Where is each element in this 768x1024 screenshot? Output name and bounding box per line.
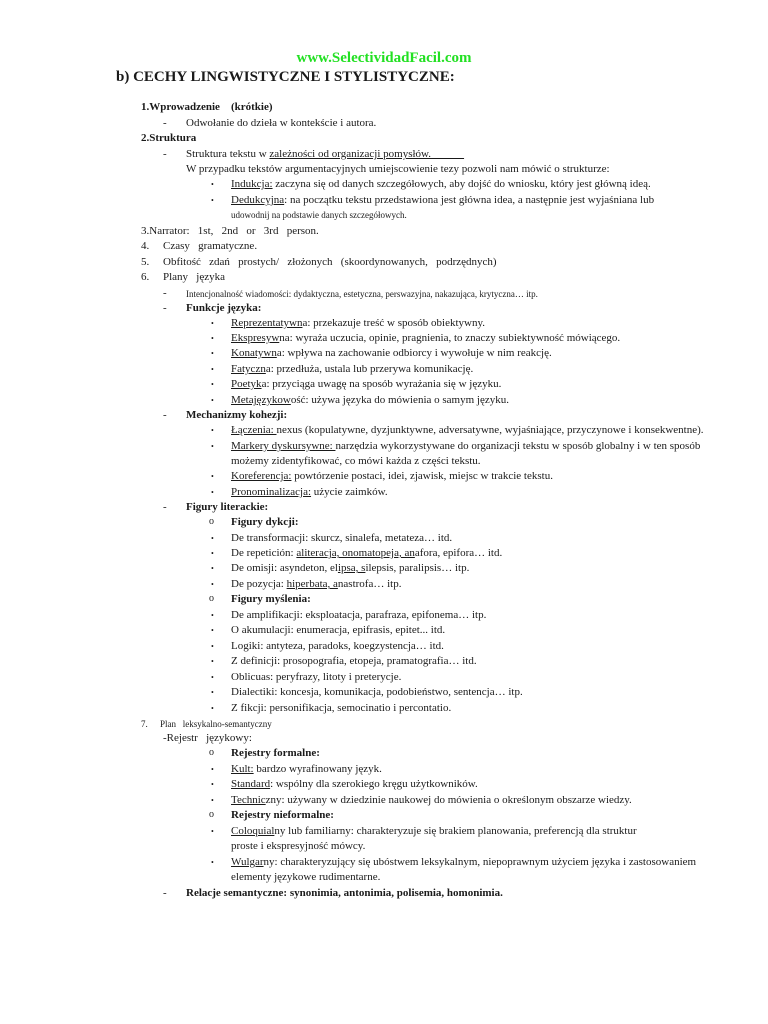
- subheading-figures: Figury literackie:: [186, 501, 269, 513]
- bullet-marker: •: [211, 442, 214, 451]
- bullet-marker: •: [211, 564, 214, 573]
- list-item: Coloquialny lub familiarny: charakteryzuje się brakiem planowania, preferencją dla struktur: [231, 825, 637, 837]
- list-item-continuation: udowodnij na podstawie danych szczegółowych.: [231, 210, 407, 220]
- bullet-marker: •: [211, 642, 214, 651]
- list-item: Reprezentatywna: przekazuje treść w sposób obiektywny.: [231, 317, 486, 329]
- list-item: Indukcja: zaczyna się od danych szczegółowych, aby dojść do wniosku, który jest główną ideą.: [231, 178, 651, 190]
- list-item: Oblicuas: peryfrazy, litoty i preterycje.: [231, 671, 402, 683]
- dash-marker: -: [163, 409, 167, 421]
- list-item: Z definicji: prosopografia, etopeja, pramatografia… itd.: [231, 655, 477, 667]
- bullet-marker: •: [211, 580, 214, 589]
- list-item: De amplifikacji: eksploatacja, parafraza, epifonema… itp.: [231, 609, 487, 621]
- bullet-marker: •: [211, 673, 214, 682]
- bullet-marker: •: [211, 380, 214, 389]
- section-heading-structure: 2.Struktura: [141, 132, 197, 144]
- dash-marker: -: [163, 287, 167, 299]
- list-item: Łączenia: nexus (kopulatywne, dyzjunktywne, adversatywne, wyjaśniające, przyczynowe i konsekwentne).: [231, 424, 704, 436]
- list-item: Dialectiki: koncesja, komunikacja, podobieństwo, sentencja… itp.: [231, 686, 523, 698]
- list-item-continuation: możemy zidentyfikować, co mówi każda z części tekstu.: [231, 455, 481, 467]
- circle-marker: o: [209, 809, 214, 820]
- bullet-marker: •: [211, 196, 214, 205]
- list-item: Struktura tekstu w zależności od organizacji pomysłów.______: [186, 148, 465, 160]
- list-item: Z fikcji: personifikacja, semocinatio i percontatio.: [231, 702, 452, 714]
- bullet-marker: •: [211, 611, 214, 620]
- list-item: Koreferencja: powtórzenie postaci, idei, zjawisk, miejsc w trakcie tekstu.: [231, 470, 553, 482]
- numbered-item: 7. Plan leksykalno-semantyczny: [141, 719, 272, 729]
- paragraph: W przypadku tekstów argumentacyjnych umiejscowienie tezy pozwoli nam mówić o strukturze:: [186, 163, 610, 175]
- list-item: Ekspresywna: wyraża uczucia, opinie, pragnienia, to znaczy subiektywność mówiącego.: [231, 332, 621, 344]
- bullet-marker: •: [211, 534, 214, 543]
- section-heading-intro: 1.Wprowadzenie (krótkie): [141, 101, 273, 113]
- site-url[interactable]: www.SelectividadFacil.com: [296, 50, 472, 66]
- bullet-marker: •: [211, 688, 214, 697]
- list-item: Wulgarny: charakteryzujący się ubóstwem leksykalnym, niepoprawnym użyciem języka i zastosowaniem: [231, 856, 697, 868]
- bullet-marker: •: [211, 827, 214, 836]
- subheading-informal: Rejestry nieformalne:: [231, 809, 334, 821]
- register-label: -Rejestr językowy:: [163, 732, 252, 744]
- list-item: De omisji: asyndeton, elipsa, silepsis, paralipsis… itp.: [231, 562, 470, 574]
- dash-marker: -: [163, 302, 167, 314]
- subheading-functions: Funkcje języka:: [186, 302, 262, 314]
- subheading-semantic: Relacje semantyczne: synonimia, antonimia, polisemia, homonimia.: [186, 887, 503, 899]
- list-item: Poetyka: przyciąga uwagę na sposób wyrażania się w języku.: [231, 378, 502, 390]
- list-item: Kult: bardzo wyrafinowany język.: [231, 763, 382, 775]
- list-item: Pronominalizacja: użycie zaimków.: [231, 486, 388, 498]
- bullet-marker: •: [211, 365, 214, 374]
- list-item-continuation: elementy językowe rudimentarne.: [231, 871, 381, 883]
- numbered-item: 6. Plany języka: [141, 271, 226, 283]
- list-item-narrator: 3.Narrator: 1st, 2nd or 3rd person.: [141, 225, 319, 237]
- bullet-marker: •: [211, 858, 214, 867]
- bullet-marker: •: [211, 796, 214, 805]
- page-title: b) CECHY LINGWISTYCZNE I STYLISTYCZNE:: [116, 69, 455, 85]
- dash-marker: -: [163, 117, 167, 129]
- subheading-diction: Figury dykcji:: [231, 516, 299, 528]
- bullet-marker: •: [211, 488, 214, 497]
- list-item-continuation: proste i ekspresyjność mówcy.: [231, 840, 366, 852]
- list-item: De pozycja: hiperbata, anastrofa… itp.: [231, 578, 402, 590]
- circle-marker: o: [209, 593, 214, 604]
- bullet-marker: •: [211, 704, 214, 713]
- list-item: Metajęzykowość: używa języka do mówienia o samym języku.: [231, 394, 509, 406]
- dash-marker: -: [163, 501, 167, 513]
- numbered-item: 5. Obfitość zdań prostych/ złożonych (skoordynowanych, podrzędnych): [141, 256, 497, 268]
- list-item: Dedukcyjna: na początku tekstu przedstawiona jest główna idea, a następnie jest wyjaśniana lub: [231, 194, 655, 206]
- bullet-marker: •: [211, 657, 214, 666]
- bullet-marker: •: [211, 472, 214, 481]
- list-item: De transformacji: skurcz, sinalefa, metateza… itd.: [231, 532, 453, 544]
- bullet-marker: •: [211, 549, 214, 558]
- subheading-thought: Figury myślenia:: [231, 593, 311, 605]
- list-item: Intencjonalność wiadomości: dydaktyczna, estetyczna, perswazyjna, nakazująca, krytyczna… itp.: [186, 289, 538, 299]
- bullet-marker: •: [211, 396, 214, 405]
- bullet-marker: •: [211, 765, 214, 774]
- bullet-marker: •: [211, 349, 214, 358]
- list-item: O akumulacji: enumeracja, epifrasis, epitet... itd.: [231, 624, 446, 636]
- list-item: Markery dyskursywne: narzędzia wykorzystywane do organizacji tekstu w sposób globalny i w ten sposób: [231, 440, 701, 452]
- list-item: Logiki: antyteza, paradoks, koegzystencja… itd.: [231, 640, 444, 652]
- bullet-marker: •: [211, 334, 214, 343]
- dash-marker: -: [163, 148, 167, 160]
- bullet-marker: •: [211, 319, 214, 328]
- list-item: Standard: wspólny dla szerokiego kręgu użytkowników.: [231, 778, 478, 790]
- numbered-item: 4. Czasy gramatyczne.: [141, 240, 258, 252]
- dash-marker: -: [163, 887, 167, 899]
- bullet-marker: •: [211, 426, 214, 435]
- bullet-marker: •: [211, 180, 214, 189]
- bullet-marker: •: [211, 780, 214, 789]
- list-item: Konatywna: wpływa na zachowanie odbiorcy i wywołuje w nim reakcję.: [231, 347, 552, 359]
- circle-marker: o: [209, 747, 214, 758]
- list-item: Techniczny: używany w dziedzinie naukowej do mówienia o określonym obszarze wiedzy.: [231, 794, 632, 806]
- circle-marker: o: [209, 516, 214, 527]
- subheading-formal: Rejestry formalne:: [231, 747, 320, 759]
- list-item: Fatyczna: przedłuża, ustala lub przerywa komunikację.: [231, 363, 474, 375]
- list-item: De repetición: aliteracja, onomatopeja, anafora, epifora… itd.: [231, 547, 503, 559]
- list-item: Odwołanie do dzieła w kontekście i autora.: [186, 117, 377, 129]
- subheading-cohesion: Mechanizmy kohezji:: [186, 409, 288, 421]
- bullet-marker: •: [211, 626, 214, 635]
